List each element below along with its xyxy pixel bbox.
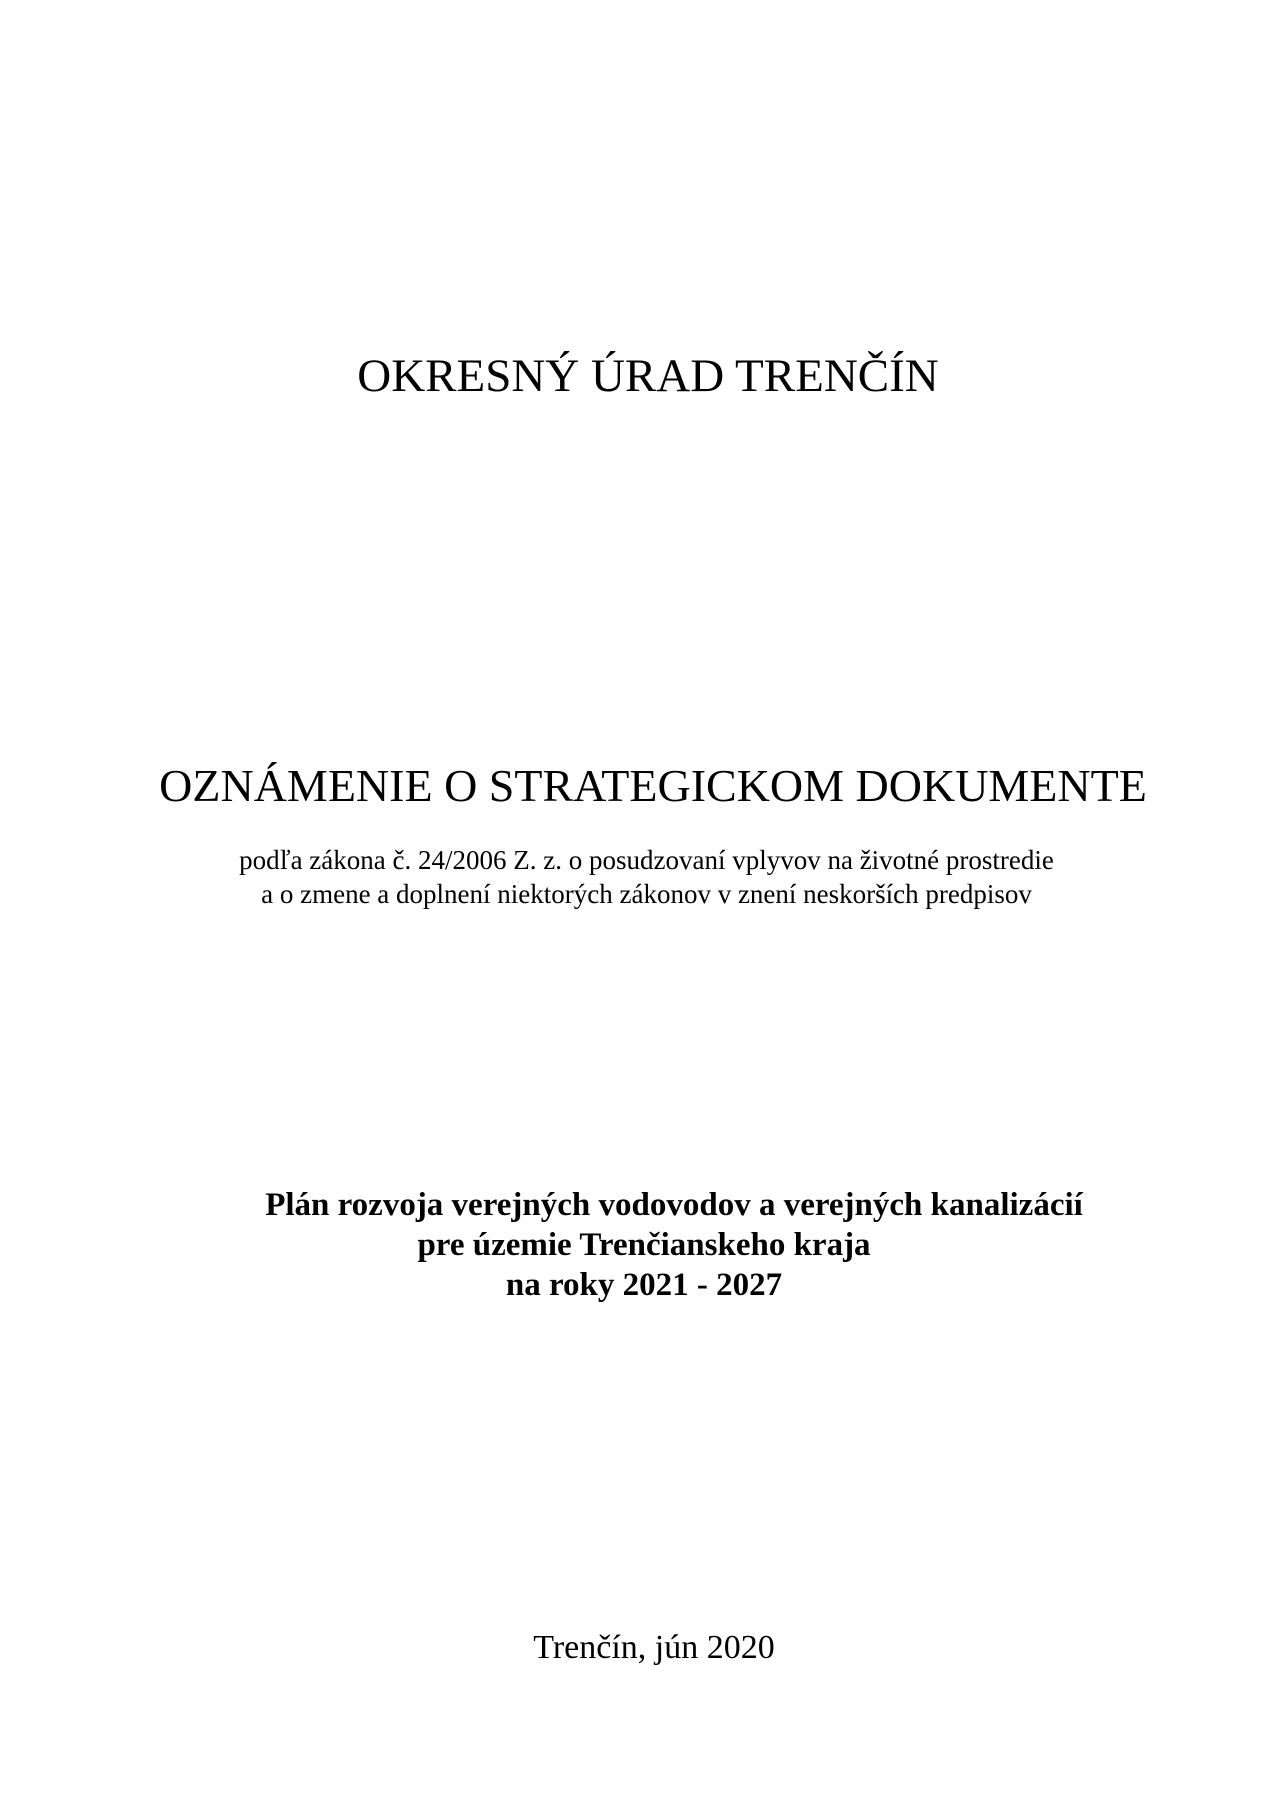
notice-title: OZNÁMENIE O STRATEGICKOM DOKUMENTE [159, 760, 1147, 811]
document-title-line-2: pre územie Trenčianskeho kraja [417, 1227, 871, 1263]
law-reference [0, 843, 1280, 911]
document-title [0, 1185, 1280, 1305]
law-reference-line-2: a o zmene a doplnení niektorých zákonov v znení neskorších predpisov [261, 879, 1032, 909]
issuing-authority: OKRESNÝ ÚRAD TRENČÍN [357, 350, 939, 402]
document-title-line-3: na roky 2021 - 2027 [505, 1267, 783, 1303]
law-reference-line-1: podľa zákona č. 24/2006 Z. z. o posudzovaní vplyvov na životné prostredie [239, 845, 1054, 875]
document-title-line-1: Plán rozvoja verejných vodovodov a verejných kanalizácií [265, 1187, 1083, 1223]
place-and-date: Trenčín, jún 2020 [533, 1629, 775, 1666]
